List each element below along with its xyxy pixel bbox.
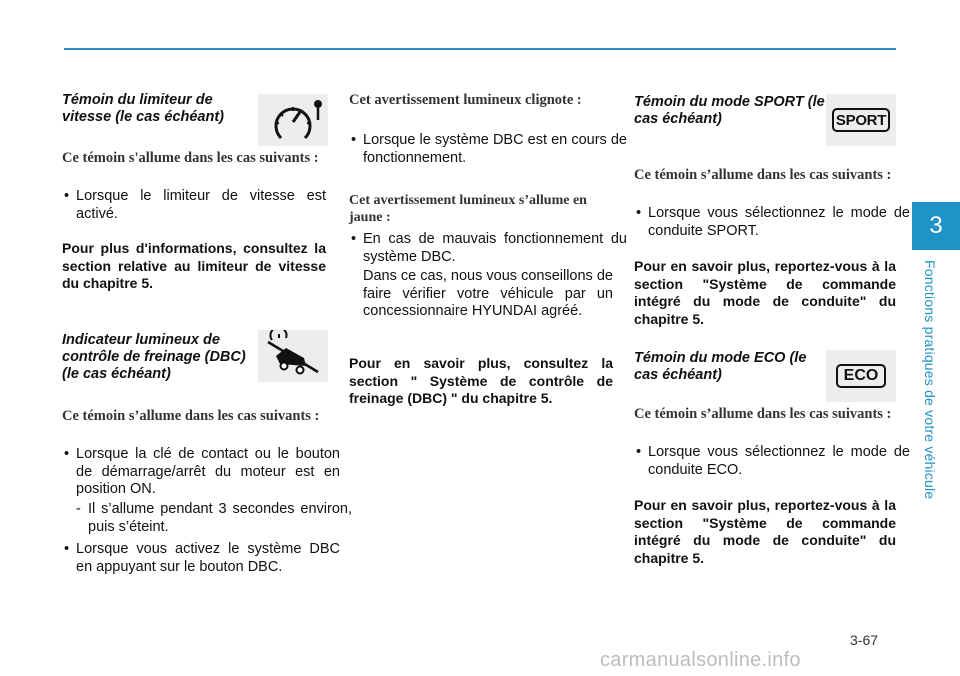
reference-note: Pour plus d'informations, consultez la section relative au limiteur de vitesse du chapitre 5. — [62, 240, 326, 291]
eco-label: ECO — [836, 364, 886, 388]
watermark: carmanualsonline.info — [600, 649, 801, 671]
eco-mode-icon — [826, 350, 896, 402]
sport-label: SPORT — [832, 108, 890, 132]
list-item: • Lorsque le limiteur de vitesse est activé. — [62, 188, 326, 223]
chapter-title: Fonctions pratiques de votre véhicule — [922, 260, 938, 500]
speed-limiter-gauge-icon — [258, 94, 328, 146]
page-number: 3-67 — [850, 632, 879, 648]
sport-mode-icon — [826, 94, 896, 146]
list-item: • En cas de mauvais fonctionnement du système DBC. — [349, 231, 627, 266]
list-item: • Lorsque vous sélectionnez le mode de conduite SPORT. — [634, 205, 910, 240]
intro-text: Ce témoin s’allume dans les cas suivants : — [634, 167, 892, 183]
reference-note: Pour en savoir plus, reportez-vous à la section "Système de commande intégré du mode de conduite" du chapitre 5. — [634, 497, 896, 566]
chapter-title-vertical — [922, 260, 942, 510]
list-item: • Lorsque la clé de contact ou le bouton de démarrage/arrêt du moteur est en position ON. — [62, 446, 340, 499]
header-rule — [64, 48, 896, 50]
list-item: • Lorsque vous activez le système DBC en appuyant sur le bouton DBC. — [62, 541, 340, 576]
intro-text: Ce témoin s'allume dans les cas suivants : — [62, 150, 319, 166]
intro-text: Cet avertissement lumineux clignote : — [349, 92, 582, 108]
chapter-tab — [912, 202, 960, 250]
dbc-downhill-car-icon — [258, 330, 328, 382]
list-item: • Lorsque vous sélectionnez le mode de conduite ECO. — [634, 444, 910, 479]
list-item: • Lorsque le système DBC est en cours de fonctionnement. — [349, 132, 627, 167]
section-heading-sport: Témoin du mode SPORT (le cas échéant) — [634, 94, 825, 127]
intro-text: Cet avertissement lumineux s’allume en jaune : — [349, 193, 587, 225]
intro-text: Ce témoin s’allume dans les cas suivants : — [62, 408, 320, 424]
paragraph: Dans ce cas, nous vous conseillons de faire vérifier votre véhicule par un concessionnaire HYUNDAI agréé. — [363, 268, 613, 319]
sub-list-item: - Il s’allume pendant 3 secondes environ, puis s’éteint. — [62, 501, 352, 536]
intro-text: Ce témoin s’allume dans les cas suivants : — [634, 406, 892, 422]
chapter-number: 3 — [929, 212, 943, 239]
section-heading-speed-limiter: Témoin du limiteur de vitesse (le cas échéant) — [62, 92, 225, 125]
reference-note: Pour en savoir plus, consultez la section " Système de contrôle de freinage (DBC) " du chapitre 5. — [349, 355, 613, 406]
section-heading-dbc: Indicateur lumineux de contrôle de freinage (DBC) (le cas échéant) — [62, 332, 246, 382]
section-heading-eco: Témoin du mode ECO (le cas échéant) — [634, 350, 807, 383]
reference-note: Pour en savoir plus, reportez-vous à la section "Système de commande intégré du mode de conduite" du chapitre 5. — [634, 258, 896, 327]
